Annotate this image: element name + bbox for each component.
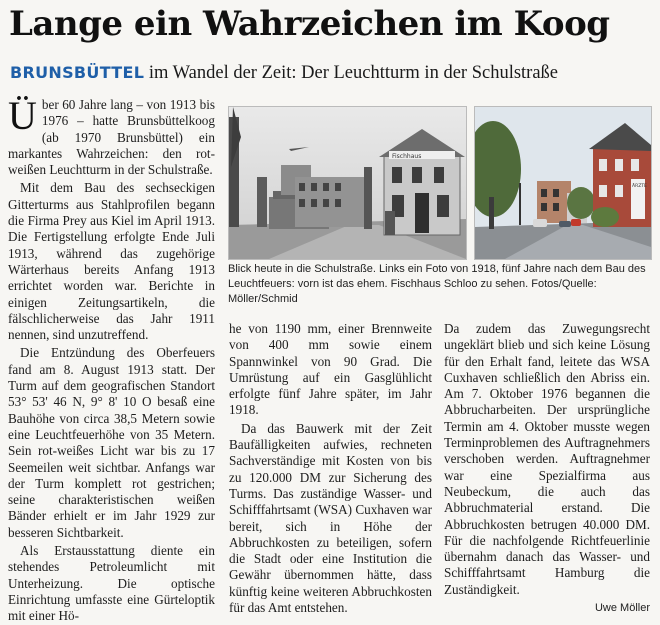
paragraph: Die Entzündung des Oberfeuers fand am 8. August 1913 statt. Der Turm auf dem geografischen Standort 53° 53' 46 N, 9° 8' 10 O besaß eine Bauhöhe von circa 38,5 Metern sowie eine Leuchtfeuerhöhe von 35 Metern. Sein rot-weißes Licht war bis zu 17 Seemeilen weit sichtbar. Anfangs war der Turm komplett rot gestrichen; seine charakteristischen weißen Bänder erhielt er im Jahr 1929 zur besseren Sichtbarkeit.: [8, 345, 215, 540]
modern-street-illustration: [475, 107, 651, 259]
svg-text:ÄRZTE: ÄRZTE: [632, 184, 647, 189]
article-column-2: [229, 321, 432, 616]
paragraph: Als Erstausstattung diente ein stehendes Petroleumlicht mit Unterheizung. Die optische Einrichtung umfasste eine Gürteloptik mit einer Hö-: [8, 543, 215, 624]
svg-text:Fischhaus: Fischhaus: [392, 153, 422, 160]
subheadline: [10, 62, 558, 84]
paragraph: Über 60 Jahre lang – von 1913 bis 1976 – hatte Brunsbüttelkoog (ab 1970 Brunsbüttel) ein markantes Wahrzeichen: den rot-weißen Leuchtturm in der Schulstraße.: [8, 93, 215, 178]
subhead-text: im Wandel der Zeit: Der Leuchtturm in der Schulstraße: [144, 63, 559, 83]
paragraph: Mit dem Bau des sechseckigen Gitterturms aus Stahlprofilen begann die Firma Prey aus Kiel im April 1913. Die Fertigstellung erfolgte Ende Juli 1913, während das zugehörige Wärterhaus bereits Anfang 1913 errichtet worden war. Berichte in einigen Zeitungsartikeln, die fälschlicherweise das Jahr 1911 nennen, sind unzutreffend.: [8, 180, 215, 343]
paragraph: he von 1190 mm, einer Brennweite von 400 mm sowie einem Spannwinkel von 90 Grad. Die Umrüstung auf ein Gasglühlicht erfolgte fünf Jahre später, im Jahr 1918.: [229, 321, 432, 418]
photo-caption: Blick heute in die Schulstraße. Links ein Foto von 1918, fünf Jahre nach dem Bau des Leuchtfeuers: vorn ist das ehem. Fischhaus Schloo zu sehen. Fotos/Quelle: Möller/Schmid: [228, 263, 646, 305]
subhead-kicker: BRUNSBÜTTEL: [10, 63, 145, 82]
author-byline: Uwe Möller: [594, 602, 650, 615]
headline: Lange ein Wahrzeichen im Koog: [9, 4, 610, 44]
article-column-1: [8, 93, 215, 625]
article-column-3: [444, 321, 650, 616]
paragraph: Da das Bauwerk mit der Zeit Baufälligkeiten aufwies, rechneten Sachverständige mit Kosten von bis zu 120.000 DM zur Sicherung des Turms. Das zuständige Wasser- und Schifffahrtsamt (WSA) Cuxhaven war bereit, sich in Höhe der Abbruchkosten zu beteiligen, sofern die Stadt oder eine Institution die Gewähr übernommen hätte, dass künftig keine weiteren Abbruchkosten für das Amt entstehen.: [229, 420, 432, 616]
modern-photo-schulstrasse: [474, 106, 652, 260]
paragraph: Da zudem das Zuwegungsrecht ungeklärt blieb und sich keine Lösung für den Erhalt fand, leitete das WSA Cuxhaven schließlich den Abriss ein. Am 7. Oktober 1976 begannen die Abbrucharbeiten. Der ursprüngliche Termin am 4. Oktober musste wegen Terminproblemen des Auftragnehmers verschoben werden. Auftragnehmer war eine Spezialfirma aus Neubeckum, die auch das Abbruchmaterial erstand. Die Abbruchkosten betrugen 40.000 DM. Für die nachfolgende Richtfeuerlinie übernahm danach das Wasser- und Schifffahrtsamt Hamburg die Zuständigkeit.: [444, 321, 650, 597]
historic-street-illustration: [229, 107, 466, 259]
historic-photo-1918: [228, 106, 467, 260]
drop-cap: Ü: [8, 93, 37, 138]
